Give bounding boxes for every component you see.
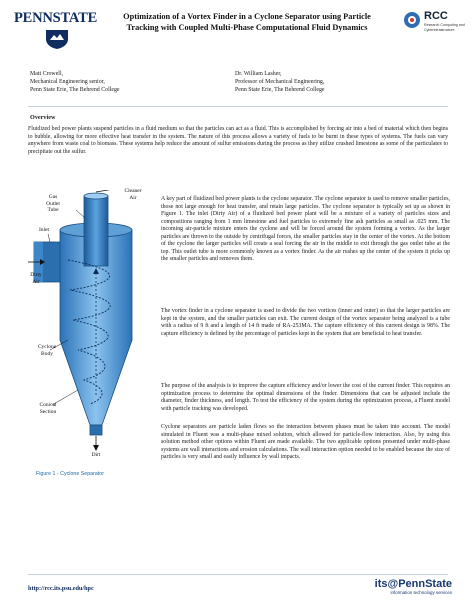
cyclone-figure [28,190,163,490]
rcc-logo [402,10,466,46]
section-divider [28,106,448,107]
label-cyclone-body: Cyclone Body [37,344,57,357]
author-left-role: Mechanical Engineering senior, [30,79,105,85]
label-cleaner-air: Cleaner Air [124,188,142,201]
body-paragraph-3: The purpose of the analysis is to improve the capture efficiency and/or lower the cost of the current finder. This requires an optimization process to determine the optimal dimensions of the finder. Dimensions that can be adjusted include the diameter, finder thickness, and length. To test the efficiency of the system during the optimization process, a Fluent model with particle tracking was developed. [161,383,450,412]
shield-icon [44,28,70,50]
footer-divider [28,574,448,575]
overview-heading: Overview [30,114,56,121]
author-right [235,70,325,94]
author-right-name: Dr. William Lasher, [235,71,282,77]
author-left-affiliation: Penn State Erie, The Behrend College [30,87,120,93]
author-right-role: Professor of Mechanical Engineering, [235,79,325,85]
its-logo [362,578,452,595]
rcc-emblem-icon [402,10,422,30]
figure-caption: Figure 1 - Cyclone Separator [36,471,105,477]
author-left-name: Matt Crowell, [30,71,64,77]
body-paragraph-4: Cyclone separators are particle laden flows so the interaction between phases must be taken into account. The model simulated in Fluent was a multi-phase mixed solution, which allowed for particle-flow interaction. Also, by using this solution method other options within Fluent are made available. The two applicable options presented under multi-phase systems are wall interactions and erosion calculations. The wall interaction option needed to be enabled because the size of particles is very small and easily influence by wall impacts. [161,424,450,461]
overview-paragraph: Fluidized bed power plants suspend particles in a fluid medium so that the particles can act as a fluid. This is accomplished by forcing air into a bed of material which then begins to bubble, allowing for more effective heat transfer in the system. The nature of this process allows a variety of fuels to be burnt in these types of systems. The fuels can vary anywhere from waste coal to biomass. These systems help reduce the amount of sulfur emissions during the process as they utilize crushed limestone as some of the particulates to precipitate out the sulfur. [28,126,448,155]
author-right-affiliation: Penn State Erie, The Behrend College [235,87,325,93]
label-conical-section: Conical Section [39,402,57,415]
its-subtitle: information technology services [390,590,452,595]
rcc-wordmark: RCC [424,10,448,22]
label-dirty-air: Dirty Air [30,272,42,285]
pennstate-logo [14,10,104,48]
body-paragraph-1: A key part of fluidized bed power plants is the cyclone separator. The cyclone separator is used to remove smaller particles, those not large enough for heat transfer, and retain large particles. The cyclone separator is typically set up as shown in Figure 1. The inlet (Dirty Air) of a fluidized bed power plant will be a mixture of a variety of particles sizes and compositions ranging from 1 mm limestone and fuel particles to extremely fine ash particles as small as .025 mm. The incoming air-particle mixture enters the cyclone and will be forced around the system forming a vortex. As the larger particles are thrown to the outside by centrifugal forces, the smaller particles stay in the center of the vortex. At the bottom of the cyclone the larger particles will create a seal forcing the air in the middle to exit through the gas outlet tube at the top. This outlet tube is more commonly known as a vortex finder. As the air rushes up the center of the system it picks up the smaller particles and removes them. [161,196,450,263]
label-inlet: Inlet [38,227,50,233]
footer-url-link[interactable]: http://rcc.its.psu.edu/hpc [28,585,94,592]
pennstate-wordmark: PENNSTATE [14,10,98,26]
label-dirt: Dirt [91,452,101,458]
poster-title: Optimization of a Vortex Finder in a Cyclone Separator using Particle Tracking with Coupled Multi-Phase Computational Fluid Dynamics [123,12,371,32]
its-wordmark: its@PennState [374,578,452,590]
label-gas-outlet-tube: Gas Outlet Tube [46,194,60,213]
body-paragraph-2: The vortex finder in a cyclone separator is used to divide the two vortices (inner and outer) so that the larger particles are kept in the system, and the smaller particles can exit. The current design of the vortex separator being analyzed is a tube with a radius of 9 ft and a length of 14 ft made of RA-253MA. The capture efficiency of this current design is 98%. The capture efficiency is defined by the percentage of particles kept in the system that are beneficial to heat transfer. [161,308,450,337]
author-left [30,70,120,94]
rcc-subtitle: Research Computing and Cyberinfrastructure [424,23,465,32]
